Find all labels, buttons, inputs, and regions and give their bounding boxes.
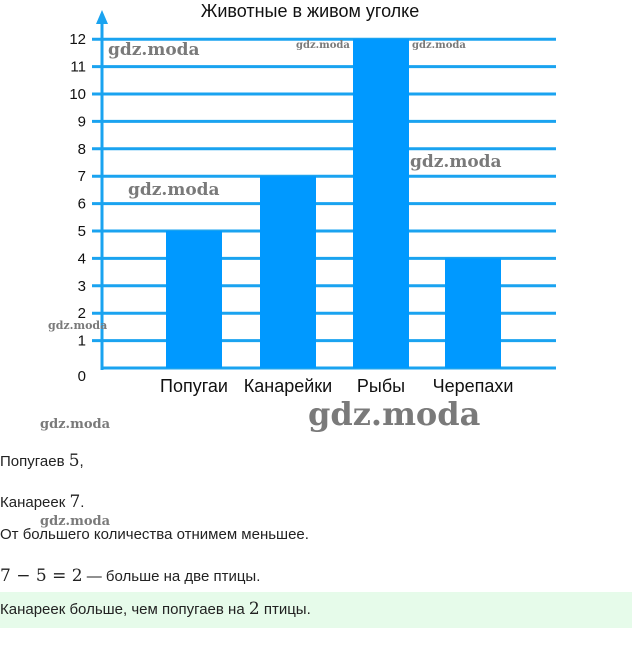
y-tick-label: 12 [69,31,86,49]
y-tick-label: 10 [69,86,86,103]
watermark-text: gdz.moda [410,152,502,172]
y-tick-label: 7 [77,168,86,186]
solution-line-canaries: Канареек 7. [0,492,85,512]
y-tick-label: 4 [77,250,86,268]
bar-1 [166,231,222,368]
category-label: Черепахи [432,376,514,396]
watermark-text: gdz.moda [108,40,200,60]
solution-equation: 7 − 5 = 2 — больше на две птицы. [0,566,261,586]
y-tick-label: 1 [77,332,86,350]
y-tick-label: 3 [77,277,86,295]
watermark-text: gdz.moda [128,180,220,200]
category-label: Рыбы [356,376,406,396]
watermark-text: gdz.moda [48,319,108,332]
solution-line-parrots: Попугаев 5, [0,451,84,471]
chart-title: Животные в живом уголке [200,1,420,21]
y-tick-label: 11 [70,58,86,76]
bar-4 [445,258,501,368]
bar-2 [260,176,316,368]
answer-box: Канареек больше, чем попугаев на 2 птицы. [0,592,632,628]
y-axis [96,10,108,370]
bar-3 [353,39,409,368]
watermark-text: gdz.moda [40,417,111,432]
category-label: Канарейки [243,376,333,396]
watermark-text: gdz.moda [308,395,481,433]
y-tick-label: 9 [77,113,86,131]
watermark-text: gdz.moda [412,40,466,51]
y-tick-label: 8 [77,140,86,158]
y-axis-arrow-icon [96,10,108,24]
watermark-text: gdz.moda [40,514,111,529]
y-tick-label: 0 [77,368,86,385]
y-tick-label: 5 [77,223,86,240]
solution-line-instruction: От большего количества отнимем меньшее. [0,526,309,543]
y-tick-label: 2 [77,305,86,323]
y-tick-label: 6 [77,195,86,213]
category-labels [160,376,513,396]
watermark-text: gdz.moda [296,40,350,51]
category-label: Попугаи [160,376,228,396]
